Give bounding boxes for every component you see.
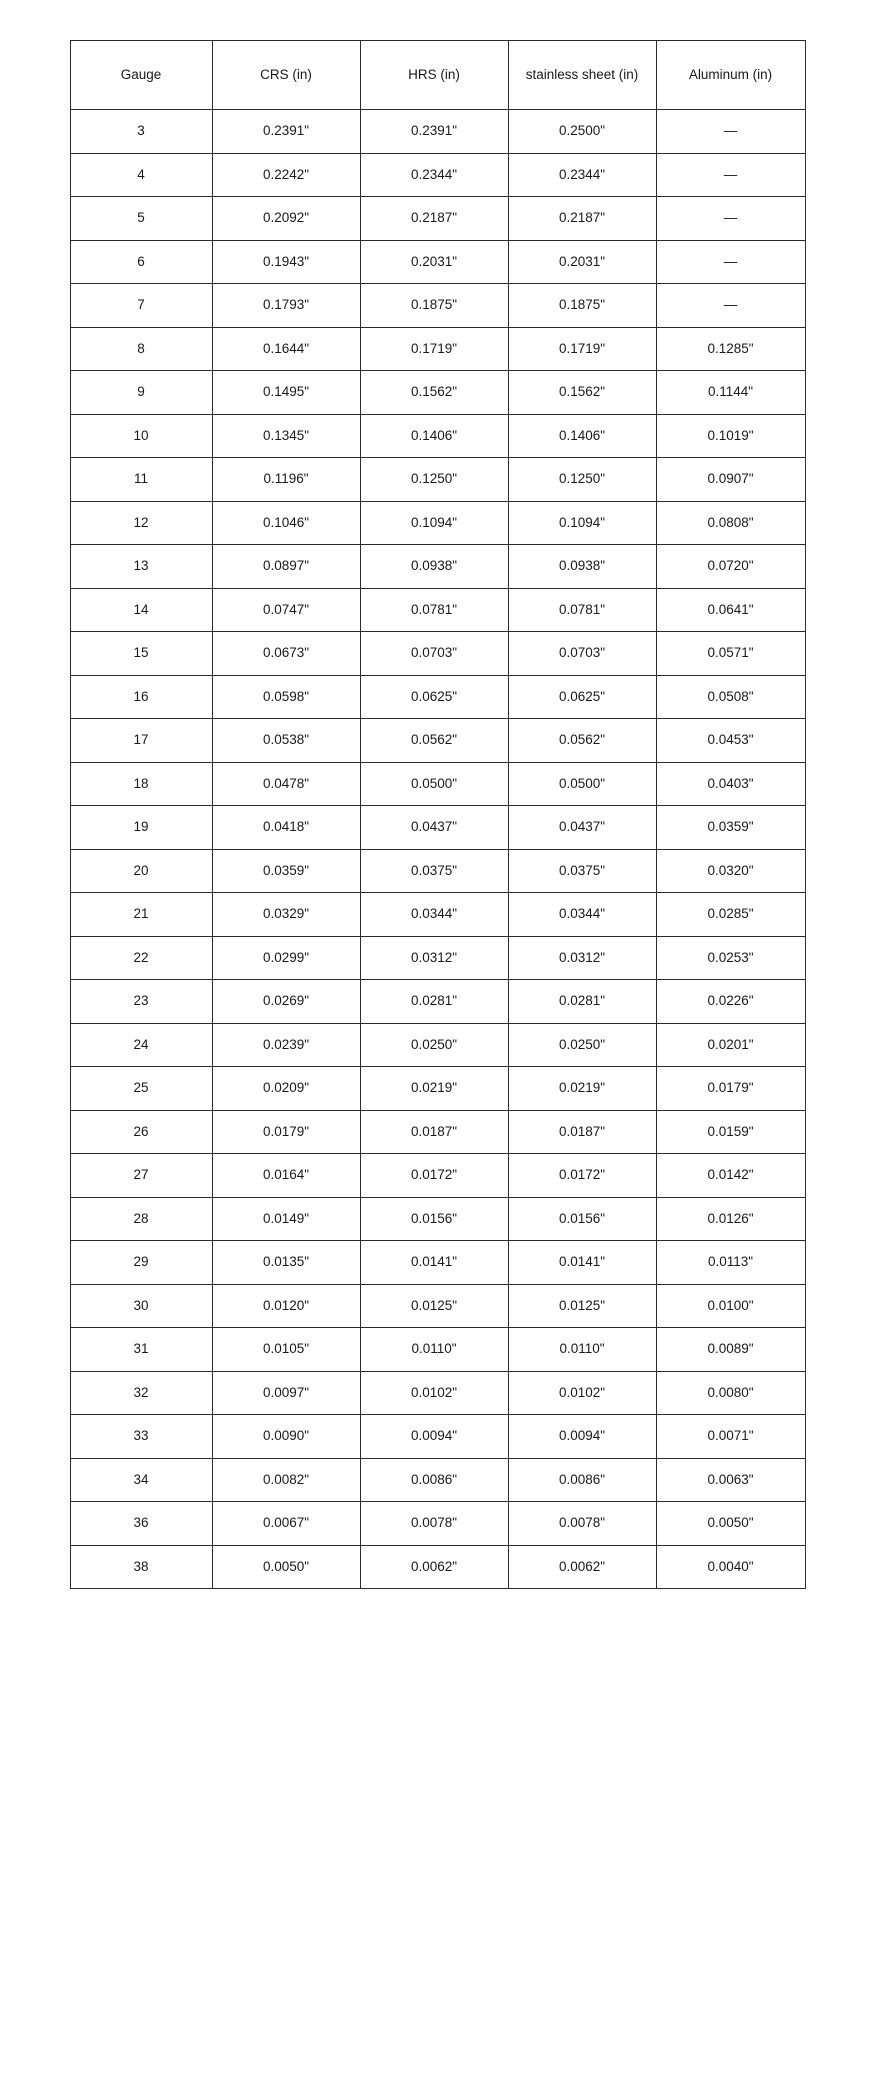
cell-stainless: 0.0250"	[508, 1023, 656, 1067]
cell-stainless: 0.0625"	[508, 675, 656, 719]
cell-aluminum: 0.0159"	[656, 1110, 805, 1154]
cell-stainless: 0.2344"	[508, 153, 656, 197]
cell-aluminum: 0.0071"	[656, 1415, 805, 1459]
cell-aluminum: —	[656, 284, 805, 328]
cell-hrs: 0.0125"	[360, 1284, 508, 1328]
cell-gauge: 22	[70, 936, 212, 980]
cell-aluminum: 0.0453"	[656, 719, 805, 763]
cell-gauge: 16	[70, 675, 212, 719]
cell-stainless: 0.0312"	[508, 936, 656, 980]
cell-stainless: 0.1406"	[508, 414, 656, 458]
column-header-label: Aluminum (in)	[688, 66, 773, 82]
table-header	[70, 41, 805, 110]
cell-aluminum: 0.0050"	[656, 1502, 805, 1546]
cell-gauge: 24	[70, 1023, 212, 1067]
column-header-hrs	[360, 41, 508, 110]
cell-hrs: 0.2187"	[360, 197, 508, 241]
table-row	[70, 936, 805, 980]
table-row	[70, 1371, 805, 1415]
table-row	[70, 849, 805, 893]
table-row	[70, 1502, 805, 1546]
table-row	[70, 588, 805, 632]
table-row	[70, 980, 805, 1024]
cell-stainless: 0.0102"	[508, 1371, 656, 1415]
cell-hrs: 0.0938"	[360, 545, 508, 589]
cell-hrs: 0.0187"	[360, 1110, 508, 1154]
cell-stainless: 0.1875"	[508, 284, 656, 328]
cell-gauge: 36	[70, 1502, 212, 1546]
cell-gauge: 38	[70, 1545, 212, 1589]
cell-stainless: 0.0938"	[508, 545, 656, 589]
cell-crs: 0.0105"	[212, 1328, 360, 1372]
cell-hrs: 0.1094"	[360, 501, 508, 545]
cell-hrs: 0.0250"	[360, 1023, 508, 1067]
header-row	[70, 41, 805, 110]
table-row	[70, 675, 805, 719]
cell-gauge: 6	[70, 240, 212, 284]
cell-crs: 0.0120"	[212, 1284, 360, 1328]
cell-aluminum: 0.0089"	[656, 1328, 805, 1372]
cell-aluminum: 0.0720"	[656, 545, 805, 589]
cell-gauge: 31	[70, 1328, 212, 1372]
table-row	[70, 762, 805, 806]
cell-crs: 0.0164"	[212, 1154, 360, 1198]
column-header-label: stainless sheet (in)	[525, 66, 639, 82]
table-row	[70, 458, 805, 502]
cell-gauge: 12	[70, 501, 212, 545]
cell-stainless: 0.1562"	[508, 371, 656, 415]
cell-hrs: 0.0703"	[360, 632, 508, 676]
cell-gauge: 20	[70, 849, 212, 893]
cell-gauge: 17	[70, 719, 212, 763]
cell-gauge: 7	[70, 284, 212, 328]
table-row	[70, 240, 805, 284]
cell-stainless: 0.0062"	[508, 1545, 656, 1589]
cell-gauge: 30	[70, 1284, 212, 1328]
cell-aluminum: 0.0320"	[656, 849, 805, 893]
cell-aluminum: 0.0359"	[656, 806, 805, 850]
cell-crs: 0.0179"	[212, 1110, 360, 1154]
table-row	[70, 1458, 805, 1502]
cell-crs: 0.2092"	[212, 197, 360, 241]
table-row	[70, 806, 805, 850]
cell-stainless: 0.0141"	[508, 1241, 656, 1285]
cell-hrs: 0.0375"	[360, 849, 508, 893]
cell-aluminum: 0.0641"	[656, 588, 805, 632]
cell-aluminum: 0.0808"	[656, 501, 805, 545]
cell-gauge: 14	[70, 588, 212, 632]
table-row	[70, 327, 805, 371]
cell-hrs: 0.0102"	[360, 1371, 508, 1415]
cell-stainless: 0.0086"	[508, 1458, 656, 1502]
cell-crs: 0.0598"	[212, 675, 360, 719]
table-row	[70, 719, 805, 763]
cell-stainless: 0.0703"	[508, 632, 656, 676]
cell-aluminum: 0.1285"	[656, 327, 805, 371]
cell-gauge: 26	[70, 1110, 212, 1154]
cell-aluminum: 0.0126"	[656, 1197, 805, 1241]
table-row	[70, 545, 805, 589]
cell-stainless: 0.0156"	[508, 1197, 656, 1241]
cell-gauge: 9	[70, 371, 212, 415]
cell-crs: 0.0149"	[212, 1197, 360, 1241]
cell-crs: 0.0135"	[212, 1241, 360, 1285]
cell-hrs: 0.0781"	[360, 588, 508, 632]
table-row	[70, 197, 805, 241]
cell-gauge: 10	[70, 414, 212, 458]
table-row	[70, 1154, 805, 1198]
cell-aluminum: 0.0508"	[656, 675, 805, 719]
cell-hrs: 0.0172"	[360, 1154, 508, 1198]
cell-aluminum: 0.0063"	[656, 1458, 805, 1502]
cell-crs: 0.0418"	[212, 806, 360, 850]
cell-stainless: 0.1094"	[508, 501, 656, 545]
cell-stainless: 0.0344"	[508, 893, 656, 937]
cell-stainless: 0.0078"	[508, 1502, 656, 1546]
column-header-crs	[212, 41, 360, 110]
cell-stainless: 0.0437"	[508, 806, 656, 850]
column-header-stainless	[508, 41, 656, 110]
cell-crs: 0.0067"	[212, 1502, 360, 1546]
cell-stainless: 0.0375"	[508, 849, 656, 893]
table-row	[70, 110, 805, 154]
cell-hrs: 0.1719"	[360, 327, 508, 371]
cell-hrs: 0.0078"	[360, 1502, 508, 1546]
cell-crs: 0.1495"	[212, 371, 360, 415]
cell-hrs: 0.0219"	[360, 1067, 508, 1111]
cell-stainless: 0.0500"	[508, 762, 656, 806]
cell-aluminum: 0.0100"	[656, 1284, 805, 1328]
cell-aluminum: 0.0040"	[656, 1545, 805, 1589]
cell-crs: 0.1644"	[212, 327, 360, 371]
cell-crs: 0.0082"	[212, 1458, 360, 1502]
cell-stainless: 0.2187"	[508, 197, 656, 241]
cell-stainless: 0.0094"	[508, 1415, 656, 1459]
cell-aluminum: —	[656, 240, 805, 284]
cell-stainless: 0.2031"	[508, 240, 656, 284]
table-row	[70, 1284, 805, 1328]
table-row	[70, 1197, 805, 1241]
cell-hrs: 0.0141"	[360, 1241, 508, 1285]
cell-gauge: 8	[70, 327, 212, 371]
cell-gauge: 27	[70, 1154, 212, 1198]
cell-stainless: 0.1250"	[508, 458, 656, 502]
cell-stainless: 0.0125"	[508, 1284, 656, 1328]
cell-crs: 0.0329"	[212, 893, 360, 937]
cell-crs: 0.0209"	[212, 1067, 360, 1111]
cell-crs: 0.0538"	[212, 719, 360, 763]
cell-aluminum: —	[656, 197, 805, 241]
cell-hrs: 0.0437"	[360, 806, 508, 850]
cell-crs: 0.2242"	[212, 153, 360, 197]
cell-crs: 0.1196"	[212, 458, 360, 502]
cell-aluminum: 0.1019"	[656, 414, 805, 458]
cell-aluminum: 0.0201"	[656, 1023, 805, 1067]
cell-aluminum: 0.0907"	[656, 458, 805, 502]
cell-hrs: 0.1250"	[360, 458, 508, 502]
cell-hrs: 0.0281"	[360, 980, 508, 1024]
table-row	[70, 501, 805, 545]
cell-stainless: 0.0281"	[508, 980, 656, 1024]
cell-hrs: 0.0625"	[360, 675, 508, 719]
cell-gauge: 13	[70, 545, 212, 589]
table-row	[70, 632, 805, 676]
cell-gauge: 18	[70, 762, 212, 806]
cell-stainless: 0.0172"	[508, 1154, 656, 1198]
table-row	[70, 1241, 805, 1285]
cell-crs: 0.0359"	[212, 849, 360, 893]
cell-gauge: 5	[70, 197, 212, 241]
cell-stainless: 0.1719"	[508, 327, 656, 371]
cell-stainless: 0.2500"	[508, 110, 656, 154]
cell-crs: 0.0050"	[212, 1545, 360, 1589]
cell-hrs: 0.2031"	[360, 240, 508, 284]
cell-hrs: 0.0062"	[360, 1545, 508, 1589]
cell-stainless: 0.0562"	[508, 719, 656, 763]
cell-gauge: 28	[70, 1197, 212, 1241]
cell-crs: 0.0239"	[212, 1023, 360, 1067]
table-row	[70, 1415, 805, 1459]
cell-aluminum: 0.0080"	[656, 1371, 805, 1415]
sheet-metal-gauge-table	[70, 40, 806, 1589]
table-row	[70, 1328, 805, 1372]
cell-aluminum: 0.0403"	[656, 762, 805, 806]
cell-crs: 0.0897"	[212, 545, 360, 589]
cell-aluminum: 0.0113"	[656, 1241, 805, 1285]
table-row	[70, 1067, 805, 1111]
cell-hrs: 0.0110"	[360, 1328, 508, 1372]
cell-hrs: 0.0086"	[360, 1458, 508, 1502]
table-body	[70, 110, 805, 1589]
cell-hrs: 0.2391"	[360, 110, 508, 154]
cell-aluminum: 0.0226"	[656, 980, 805, 1024]
cell-hrs: 0.0344"	[360, 893, 508, 937]
cell-crs: 0.0097"	[212, 1371, 360, 1415]
cell-crs: 0.1345"	[212, 414, 360, 458]
cell-gauge: 19	[70, 806, 212, 850]
cell-gauge: 34	[70, 1458, 212, 1502]
cell-gauge: 4	[70, 153, 212, 197]
column-header-label: CRS (in)	[260, 66, 312, 82]
cell-crs: 0.0478"	[212, 762, 360, 806]
column-header-label: HRS (in)	[408, 66, 460, 82]
cell-crs: 0.0747"	[212, 588, 360, 632]
cell-gauge: 25	[70, 1067, 212, 1111]
cell-aluminum: 0.1144"	[656, 371, 805, 415]
column-header-gauge	[70, 41, 212, 110]
cell-crs: 0.1943"	[212, 240, 360, 284]
cell-aluminum: 0.0253"	[656, 936, 805, 980]
cell-stainless: 0.0110"	[508, 1328, 656, 1372]
cell-hrs: 0.1406"	[360, 414, 508, 458]
table-row	[70, 893, 805, 937]
cell-hrs: 0.0094"	[360, 1415, 508, 1459]
cell-stainless: 0.0187"	[508, 1110, 656, 1154]
table-row	[70, 284, 805, 328]
cell-stainless: 0.0219"	[508, 1067, 656, 1111]
cell-stainless: 0.0781"	[508, 588, 656, 632]
cell-gauge: 15	[70, 632, 212, 676]
cell-gauge: 33	[70, 1415, 212, 1459]
cell-hrs: 0.0312"	[360, 936, 508, 980]
cell-aluminum: 0.0179"	[656, 1067, 805, 1111]
cell-gauge: 21	[70, 893, 212, 937]
column-header-aluminum	[656, 41, 805, 110]
cell-aluminum: 0.0285"	[656, 893, 805, 937]
cell-crs: 0.1046"	[212, 501, 360, 545]
table-row	[70, 414, 805, 458]
cell-crs: 0.0090"	[212, 1415, 360, 1459]
cell-aluminum: 0.0571"	[656, 632, 805, 676]
cell-gauge: 3	[70, 110, 212, 154]
cell-crs: 0.0673"	[212, 632, 360, 676]
cell-hrs: 0.0500"	[360, 762, 508, 806]
cell-hrs: 0.0156"	[360, 1197, 508, 1241]
cell-gauge: 11	[70, 458, 212, 502]
table-row	[70, 1110, 805, 1154]
cell-hrs: 0.1875"	[360, 284, 508, 328]
cell-gauge: 32	[70, 1371, 212, 1415]
cell-hrs: 0.0562"	[360, 719, 508, 763]
table-row	[70, 153, 805, 197]
cell-crs: 0.2391"	[212, 110, 360, 154]
table-row	[70, 1023, 805, 1067]
table-row	[70, 371, 805, 415]
cell-hrs: 0.1562"	[360, 371, 508, 415]
cell-crs: 0.1793"	[212, 284, 360, 328]
cell-aluminum: 0.0142"	[656, 1154, 805, 1198]
table-row	[70, 1545, 805, 1589]
column-header-label: Gauge	[120, 66, 162, 82]
cell-gauge: 23	[70, 980, 212, 1024]
cell-gauge: 29	[70, 1241, 212, 1285]
cell-hrs: 0.2344"	[360, 153, 508, 197]
cell-crs: 0.0269"	[212, 980, 360, 1024]
cell-crs: 0.0299"	[212, 936, 360, 980]
cell-aluminum: —	[656, 153, 805, 197]
cell-aluminum: —	[656, 110, 805, 154]
